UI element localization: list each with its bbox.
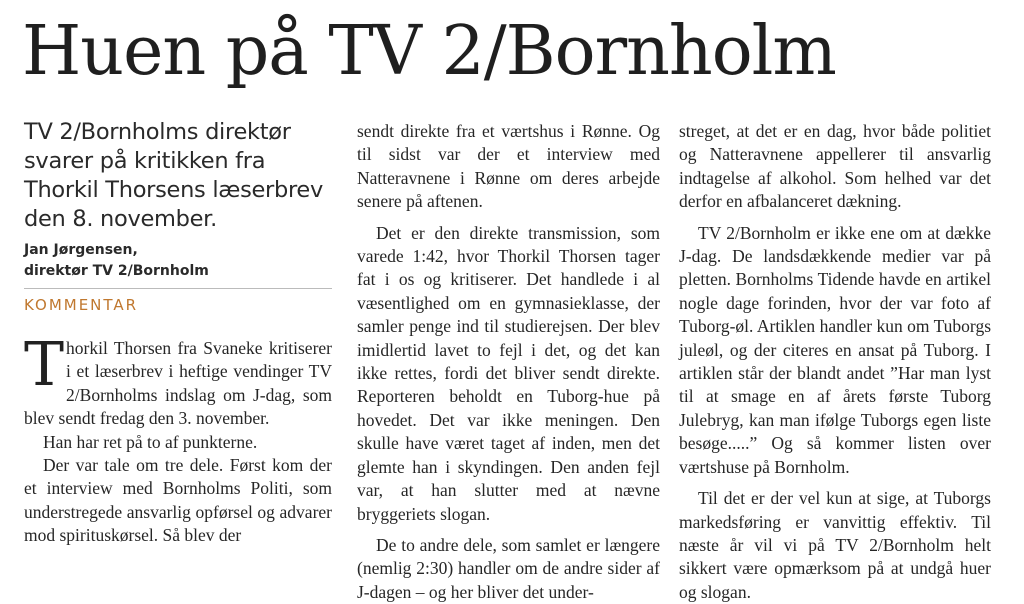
- drop-cap: T: [24, 330, 65, 400]
- headline: Huen på TV 2/Bornholm: [22, 12, 836, 91]
- article-body-start: [24, 330, 332, 548]
- paragraph-1-text: horkil Thorsen fra Svaneke kritiserer i et læserbrev i heftige vendinger TV 2/Bornholms indslag om J-dag, som blev sendt fredag den 3. november.: [24, 338, 332, 429]
- column-3: [679, 120, 991, 604]
- paragraph-3-part-2: sendt direkte fra et værtshus i Rønne. Og til sidst var der et interview med Natteravnene i Rønne om deres arbejde senere på aftenen.: [357, 121, 660, 212]
- column-1: [24, 118, 332, 548]
- author-name: Jan Jørgensen,: [24, 242, 138, 258]
- paragraph-2: Han har ret på to af punkterne.: [43, 431, 258, 452]
- byline: [24, 240, 332, 282]
- column-2: [357, 120, 660, 604]
- paragraph-1: [24, 330, 332, 431]
- paragraph-7: Til det er der vel kun at sige, at Tuborgs markedsføring er vanvittig effektiv. Til næste år vil vi på TV 2/Bornholm helt sikkert være opmærksom på at undgå huer og slogan.: [679, 488, 991, 602]
- paragraph-4: Det er den direkte transmission, som varede 1:42, hvor Thorkil Thorsen tager fat i os og kritiserer. Det handlede i al væsentlighed om en gymnasieklasse, der samler penge ind til studierejsen. Der blev imidlertid lavet to fejl i det, og det kan ikke rettes, fordi det bliver sendt direkte. Reporteren beholdt en Tuborg-hue på hovedet. Det var ikke meningen. Den skulle have været taget af inden, men det glemte han i skyndingen. Den anden fejl var, at han slutter med at nævne bryggeriets slogan.: [357, 222, 660, 524]
- paragraph-5-part-2: streget, at det er en dag, hvor både politiet og Natteravnene appellerer til ansvarlig indtagelse af alkohol. Som helhed var det derfor en afbalanceret dækning.: [679, 121, 991, 212]
- author-title: direktør TV 2/Bornholm: [24, 263, 209, 279]
- divider: [24, 288, 332, 289]
- paragraph-5-part-1: De to andre dele, som samlet er længere (nemlig 2:30) handler om de andre sider af J-dagen – og her bliver det under-: [357, 534, 660, 602]
- kicker-label: KOMMENTAR: [24, 296, 139, 314]
- paragraph-6: TV 2/Bornholm er ikke ene om at dække J-dag. De landsdækkende medier var på pletten. Bornholms Tidende havde en artikel nogle dage forinden, hvor der var foto af Tuborg-øl. Artiklen handler kun om Tuborgs juleøl, og der citeres en ansat på Tuborg. I artiklen står der blandt andet ”Har man lyst til at smage en af årets første Tuborg Julebryg, kan man ifølge Tuborgs egen liste besøge.....” Og så kommer listen over værtshuse på Bornholm.: [679, 222, 991, 477]
- paragraph-3-part-1: Der var tale om tre dele. Først kom der et interview med Bornholms Politi, som understregede ansvarlig opførsel og advarer mod spirituskørsel. Så blev der: [24, 455, 332, 546]
- lead: TV 2/Bornholms direktør svarer på kritikken fra Thorkil Thorsens læserbrev den 8. november.: [24, 119, 323, 232]
